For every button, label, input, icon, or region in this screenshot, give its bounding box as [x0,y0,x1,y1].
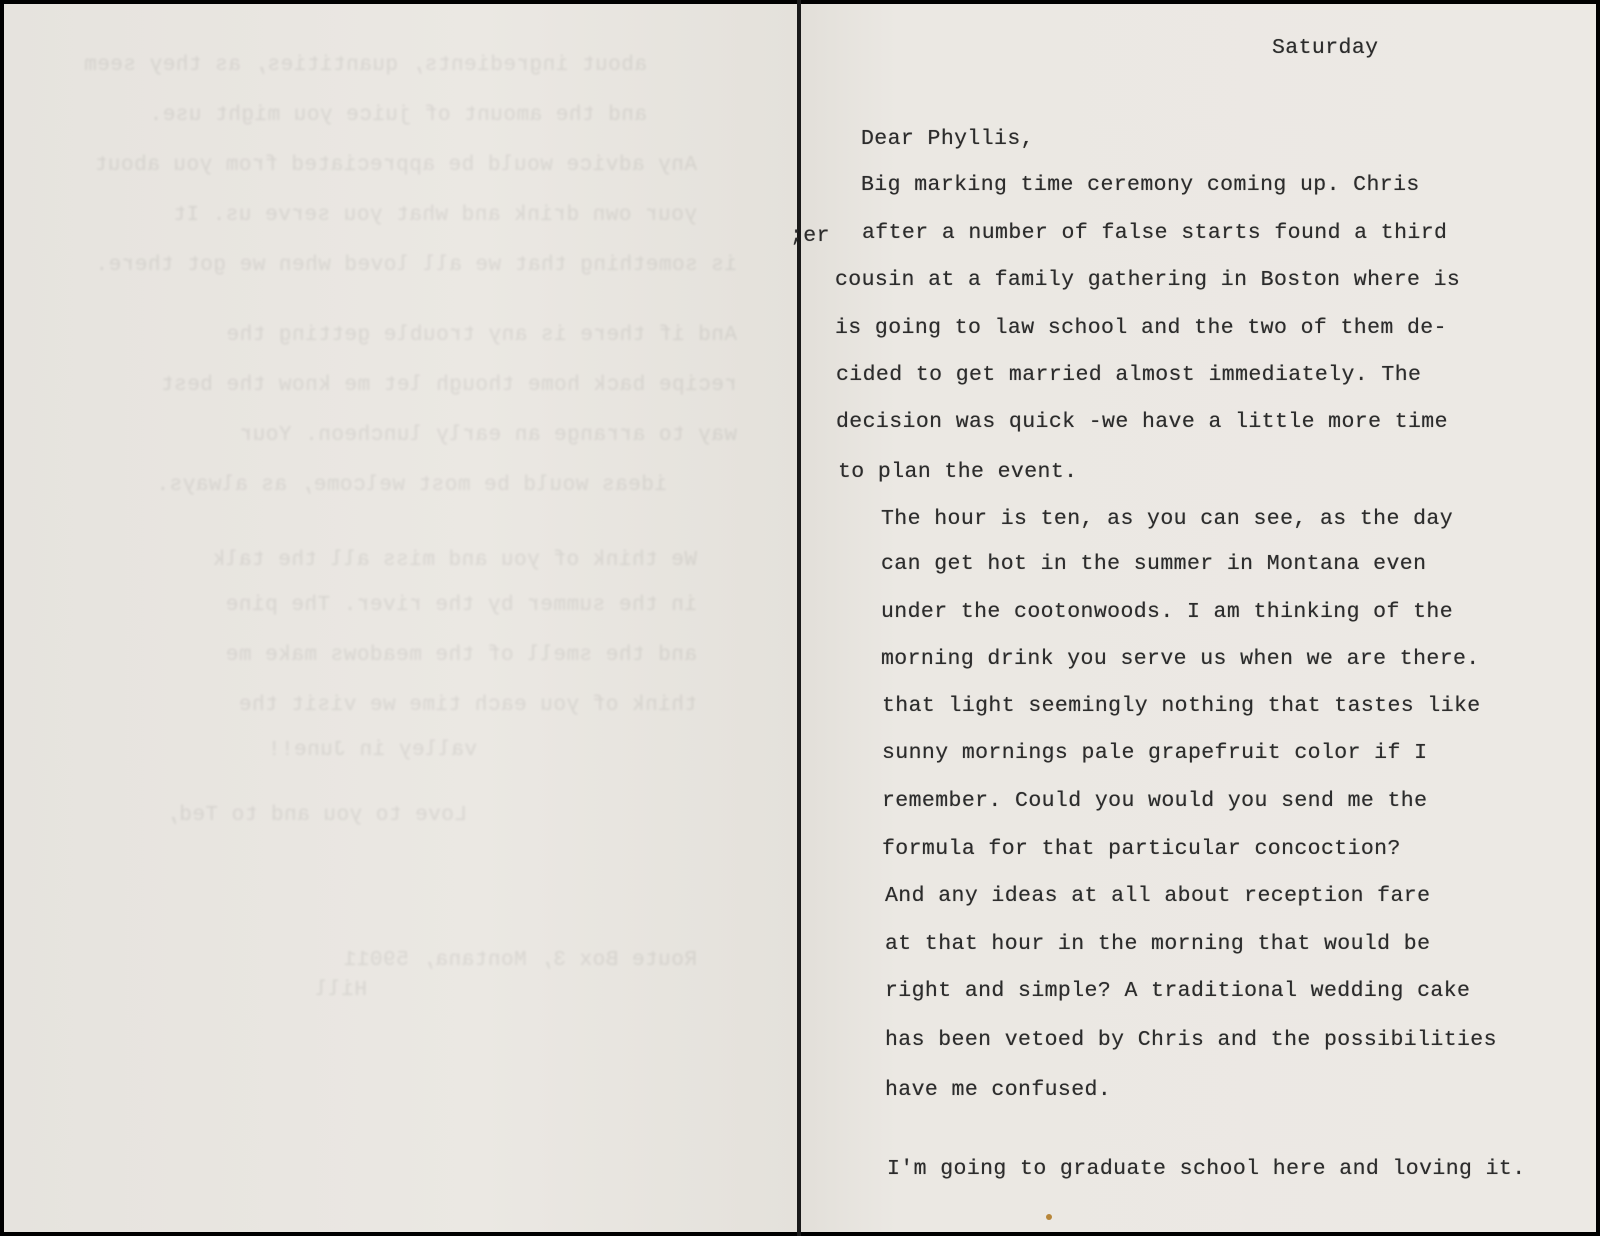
letter-line: to plan the event. [838,460,1078,484]
bleed-line: your own drink and what you serve us. It [172,204,697,227]
bleed-line: And if there is any trouble getting the [226,324,737,347]
bleed-line: in the summer by the river. The pine [225,594,697,617]
letter-line: cousin at a family gathering in Boston where is [835,268,1461,292]
bleed-line: ideas would be most welcome, as always. [156,474,667,497]
bleed-line: is something that we all loved when we got there. [94,254,737,277]
letter-line: I'm going to graduate school here and loving it. [887,1157,1526,1181]
bleed-line: Love to you and to Ted, [165,804,467,827]
letter-line: Big marking time ceremony coming up. Chris [861,173,1420,197]
letter-line: right and simple? A traditional wedding cake [885,979,1471,1003]
margin-fragment: ;er [790,224,830,248]
letter-line: morning drink you serve us when we are there. [881,647,1480,671]
letter-line: that light seemingly nothing that tastes like [882,694,1481,718]
bleed-line: valley in June!! [267,739,477,762]
left-page [4,4,797,1232]
bleed-line: Any advice would be appreciated from you about [94,154,697,177]
letter-line: have me confused. [885,1078,1112,1102]
letter-date: Saturday [1272,36,1379,60]
bleed-line: and the amount of juice you might use. [149,104,647,127]
salutation: Dear Phyllis, [861,127,1034,151]
letter-line: has been vetoed by Chris and the possibilities [885,1028,1497,1052]
bleed-line: We think of you and miss all the talk [212,549,697,572]
letter-line: sunny mornings pale grapefruit color if I [882,741,1428,765]
letter-line: decision was quick -we have a little more time [836,410,1448,434]
bleed-through-text [4,4,797,1232]
letter-line: cided to get married almost immediately. The [836,363,1422,387]
letter-line: formula for that particular concoction? [882,837,1401,861]
letter-line: remember. Could you would you send me the [882,789,1428,813]
letter-line: after a number of false starts found a third [862,221,1448,245]
letter-line: is going to law school and the two of them de- [835,316,1447,340]
letter-line: at that hour in the morning that would be [885,932,1431,956]
bleed-line: and the smell of the meadows make me [225,644,697,667]
bleed-line: way to arrange an early luncheon. Your [239,424,737,447]
paper-speck [1046,1214,1052,1220]
letter-line: And any ideas at all about reception fare [885,884,1431,908]
bleed-line: Hill [314,979,367,1002]
letter-line: can get hot in the summer in Montana even [881,552,1427,576]
letter-line: The hour is ten, as you can see, as the day [881,507,1453,531]
letter-line: under the cootonwoods. I am thinking of the [881,600,1453,624]
right-page [790,4,1596,1232]
bleed-line: recipe back home though let me know the best [160,374,737,397]
bleed-line: about ingredients, quantities, as they seem [83,54,647,77]
bleed-line: Route Box 3, Montana, 59011 [343,949,697,972]
bleed-line: think of you each time we visit the [238,694,697,717]
